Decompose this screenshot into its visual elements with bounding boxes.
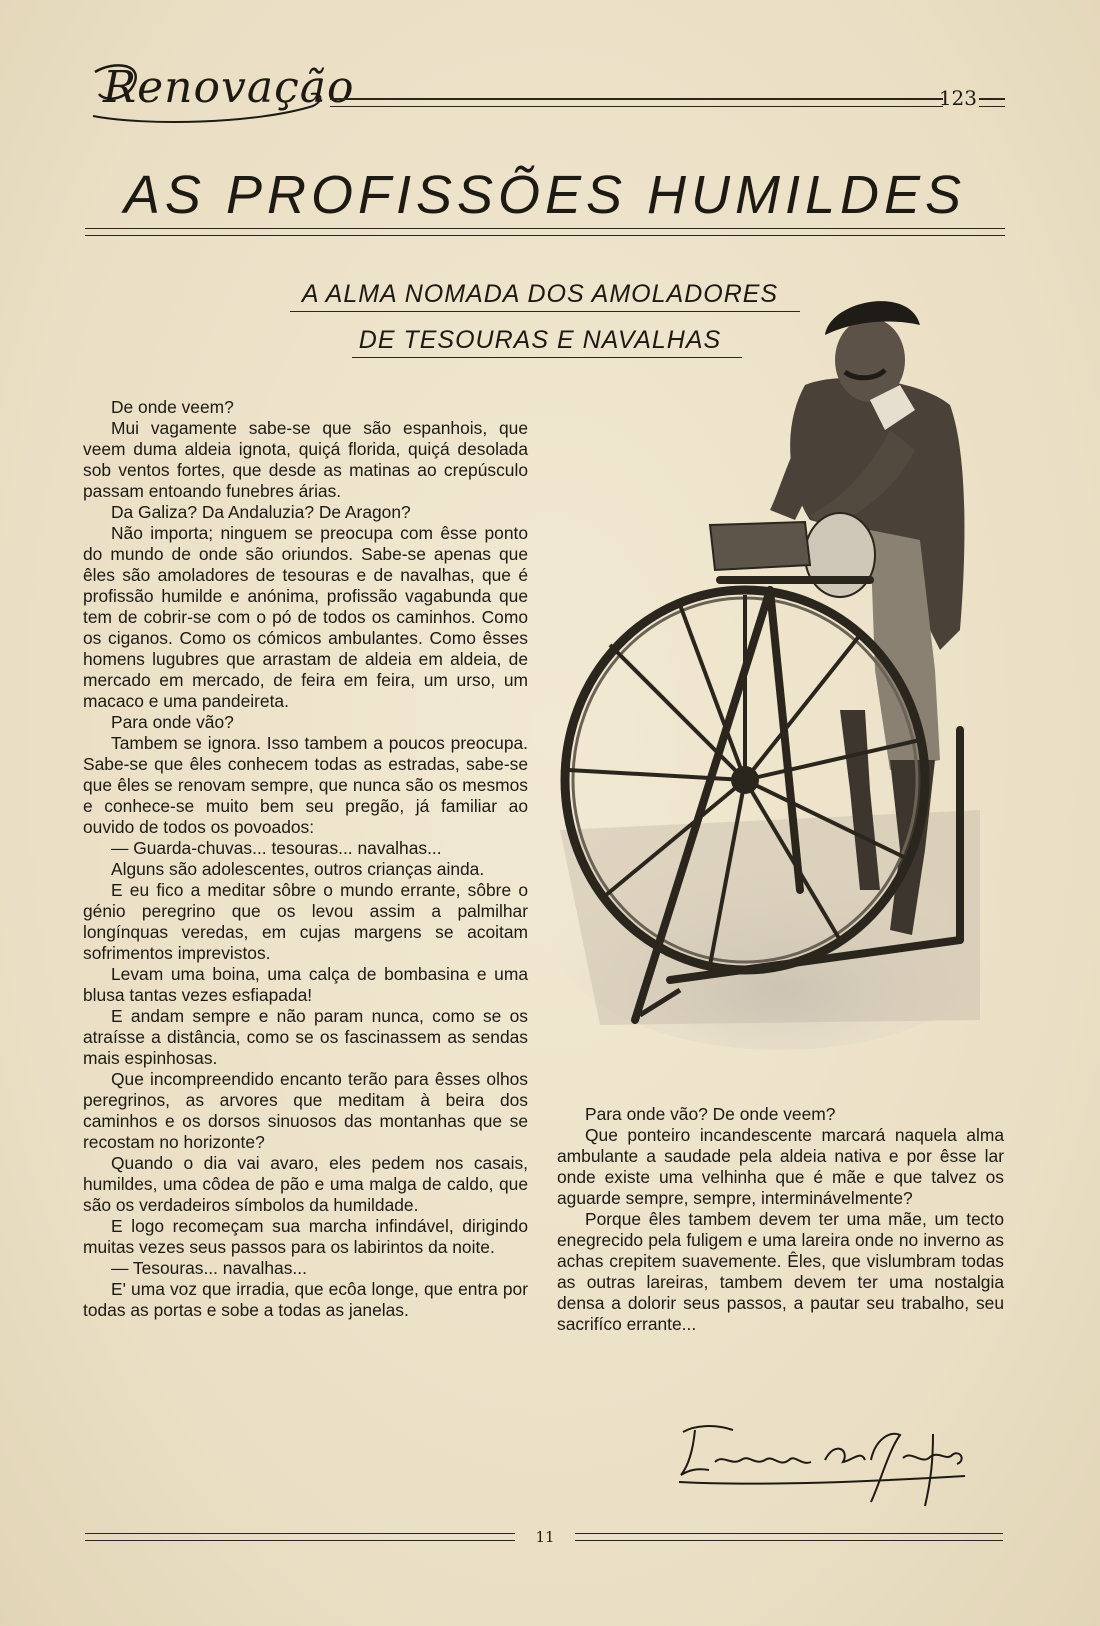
masthead-rule: [330, 98, 943, 107]
knife-grinder-photo: [540, 290, 1000, 1070]
page-number: 123: [938, 86, 977, 110]
paragraph: Porque êles tambem devem ter uma mãe, um tecto enegrecido pela fuligem e uma lareira onde no inverno as achas crepitem suavemente. Êles, que vislumbram todas as outras lareiras, tambem devem ter uma nostalgia densa a dolorir seus passos, a pautar seu trabalho, seu sacrifíco errante...: [557, 1209, 1004, 1334]
paragraph: Para onde vão? De onde veem?: [585, 1104, 836, 1124]
article-subtitle-line1: A ALMA NOMADA DOS AMOLADORES: [301, 280, 779, 308]
paragraph: De onde veem?: [111, 397, 234, 417]
article-subtitle-line2: DE TESOURAS E NAVALHAS: [358, 326, 722, 354]
paragraph: Que ponteiro incandescente marcará naquela alma ambulante a saudade pela aldeia nativa e por êsse lar onde existe uma velhinha que é mãe e que talvez os aguarde sempre, sempre, interminávelmente?: [557, 1125, 1004, 1208]
paragraph: — Tesouras... navalhas...: [111, 1258, 307, 1278]
paragraph: E' uma voz que irradia, que ecôa longe, que entra por todas as portas e sobe a todas as janelas.: [83, 1279, 528, 1320]
paragraph: Alguns são adolescentes, outros crianças ainda.: [111, 859, 485, 879]
paragraph: Quando o dia vai avaro, eles pedem nos casais, humildes, uma côdea de pão e uma malga de caldo, que são os verdadeiros símbolos da humildade.: [83, 1153, 528, 1215]
folio-number: 11: [535, 1528, 555, 1546]
paragraph: Mui vagamente sabe-se que são espanhois, que veem duma aldeia ignota, quiçá florida, quiçá desolada sob ventos fortes, que desde as matinas ao crepúsculo passam entoando funebres árias.: [83, 418, 528, 501]
footer-rule-right: [575, 1533, 1003, 1541]
paragraph: Que incompreendido encanto terão para êsses olhos peregrinos, as arvores que meditam à beira dos caminhos e os dorsos sinuosos das montanhas que se recostam no horizonte?: [83, 1069, 528, 1152]
article-column-left: [83, 397, 528, 1321]
paragraph: E logo recomeçam sua marcha infindável, dirigindo muitas vezes seus passos para os labirintos da noite.: [83, 1216, 528, 1257]
paragraph: E eu fico a meditar sôbre o mundo errante, sôbre o génio peregrino que os levou assim a palmilhar longínquas veredas, em cujas margens se acoitam sofrimentos imprevistos.: [83, 880, 528, 963]
paragraph: E andam sempre e não param nunca, como se os atraísse a distância, como se os fascinassem as sendas mais espinhosas.: [83, 1006, 528, 1068]
author-signature: [675, 1420, 975, 1510]
paragraph: Não importa; ninguem se preocupa com êsse ponto do mundo de onde são oriundos. Sabe-se apenas que êles são amoladores de tesouras e de navalhas, que é profissão humilde e anónima, profissão vagabunda que tem de cobrir-se com o pó de todos os caminhos. Como os ciganos. Como os cómicos ambulantes. Como êsses homens lugubres que arrastam de aldeia em aldeia, de mercado em mercado, de feira em feira, um urso, um macaco e uma pandeireta.: [83, 523, 528, 711]
paragraph: Tambem se ignora. Isso tambem a poucos preocupa. Sabe-se que êles conhecem todas as estradas, sabe-se que êles se renovam sempre, que nunca são os mesmos e conhece-se muito bem seu pregão, já familiar ao ouvido de todos os povoados:: [83, 733, 528, 837]
masthead: [85, 58, 1005, 130]
signature-icon: [675, 1420, 975, 1510]
knife-grinder-illustration: [540, 290, 1000, 1070]
paragraph: Levam uma boina, uma calça de bombasina e uma blusa tantas vezes esfiapada!: [83, 964, 528, 1005]
brand-logo: [85, 58, 355, 130]
footer-rule-left: [85, 1533, 515, 1541]
paragraph: Para onde vão?: [111, 712, 234, 732]
article-title: AS PROFISSÕES HUMILDES: [123, 165, 967, 225]
paragraph: — Guarda-chuvas... tesouras... navalhas...: [111, 838, 442, 858]
masthead-rule-end: [979, 98, 1005, 107]
brand-name: Renovação: [103, 62, 355, 113]
article-column-right: [557, 1104, 1004, 1335]
paragraph: Da Galiza? Da Andaluzia? De Aragon?: [111, 502, 411, 522]
title-rule: [85, 228, 1005, 236]
